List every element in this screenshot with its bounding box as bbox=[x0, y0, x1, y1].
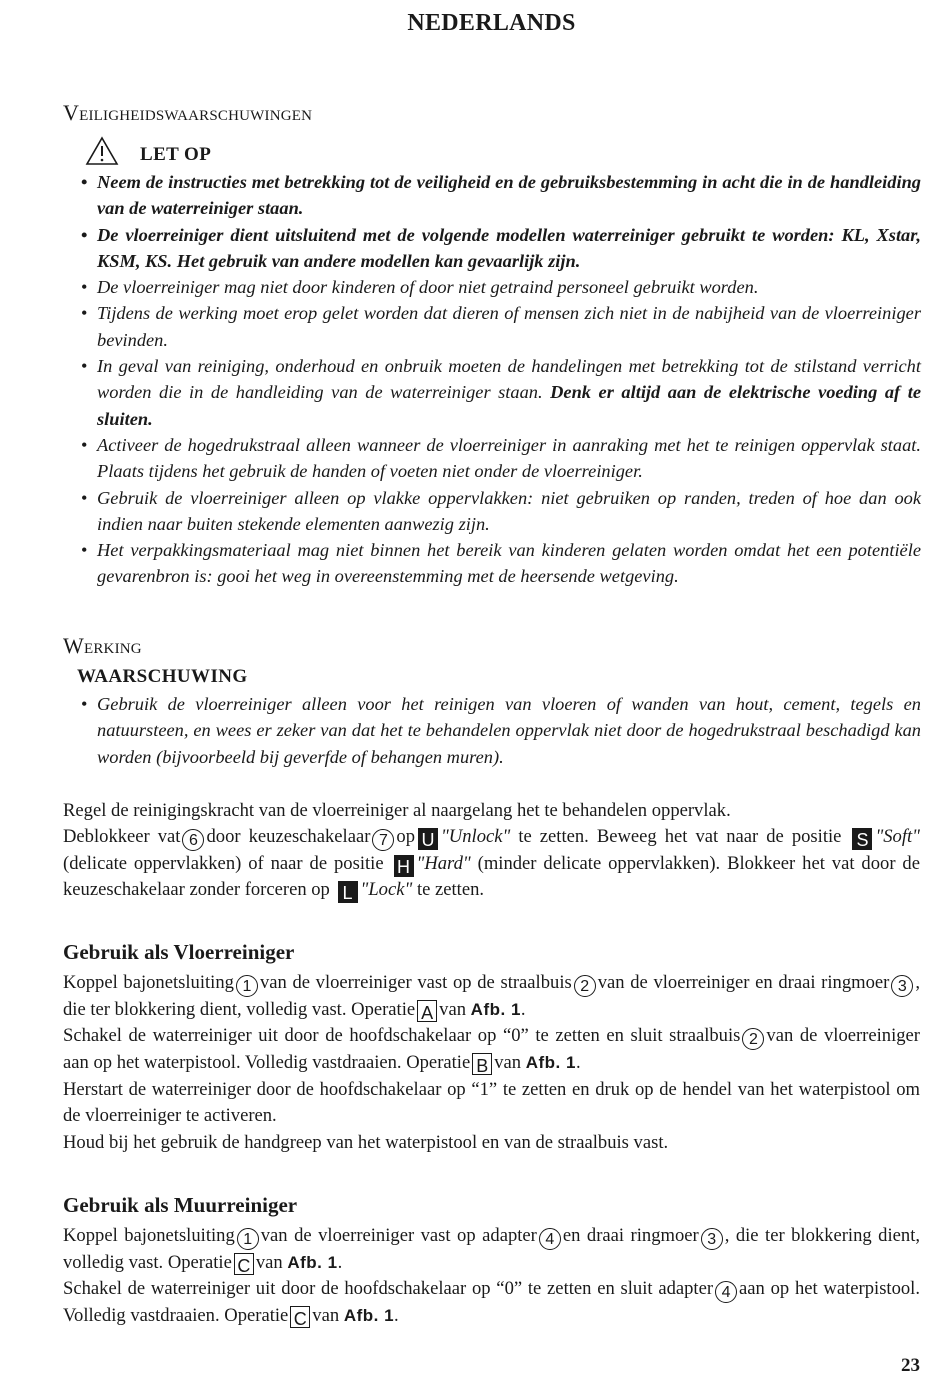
number-2-symbol: 2 bbox=[574, 975, 596, 997]
number-3-symbol: 3 bbox=[701, 1228, 723, 1250]
number-4-symbol: 4 bbox=[539, 1228, 561, 1250]
wall-paragraph: Koppel bajonetsluiting 1 van de vloerreiniger vast op adapter 4 en draai ringmoer 3 , die ter blokkering dient, volledig vast. Operatie C van Afb. 1. Schakel de waterreiniger uit door de hoofdschakelaar op “0” te zetten en sluit adapter 4 aan op het waterpistool. Volledig vastdraaien. Operatie C van Afb. 1. bbox=[63, 1225, 921, 1330]
number-6-symbol: 6 bbox=[182, 829, 204, 851]
list-item: • Neem de instructies met betrekking tot de veiligheid en de gebruiksbestemming in acht die in de handleiding van de waterreiniger staan. bbox=[81, 169, 921, 222]
operation-paragraph-2: Deblokkeer vat 6 door keuzeschakelaar 7 op U "Unlock" te zetten. Beweeg het vat naar de positie S "Soft" (delicate oppervlakken) of naar de positie H "Hard" (minder delicate oppervlakken). Blokkeer het vat door de keuzeschakelaar zonder forceren op L "Lock" te zetten. bbox=[63, 826, 920, 904]
soft-symbol: S bbox=[852, 828, 872, 850]
number-4-symbol: 4 bbox=[715, 1281, 737, 1303]
list-item-text: In geval van reiniging, onderhoud en onbruik moeten de handelingen met betrekking tot de stilstand verricht worden die in de handleiding van de waterreiniger staan. bbox=[97, 356, 921, 403]
number-1-symbol: 1 bbox=[236, 975, 258, 997]
operation-paragraph-1: Regel de reinigingskracht van de vloerreiniger al naargelang het te behandelen oppervlak. bbox=[63, 800, 731, 821]
number-3-symbol: 3 bbox=[891, 975, 913, 997]
list-item: • Gebruik de vloerreiniger alleen op vlakke oppervlakken: niet gebruiken op randen, treden of hoe dan ook indien naar buiten stekende elementen aanwezig zijn. bbox=[81, 485, 921, 538]
figure-ref: Afb. 1 bbox=[287, 1253, 338, 1272]
safety-list bbox=[81, 169, 921, 590]
unlock-symbol: U bbox=[418, 828, 438, 850]
number-7-symbol: 7 bbox=[372, 829, 394, 851]
caution-label: LET OP bbox=[140, 144, 212, 165]
operation-b-symbol: B bbox=[472, 1053, 492, 1075]
warning-triangle-icon bbox=[85, 136, 119, 166]
list-item: • Gebruik de vloerreiniger alleen voor het reinigen van vloeren of wanden van hout, cement, tegels en natuursteen, en wees er zeker van dat het te behandelen oppervlak niet door de hogedrukstraal beschadigd kan worden (bijvoorbeeld bij geverfde of behangen muren). bbox=[81, 691, 921, 770]
language-header: NEDERLANDS bbox=[407, 10, 576, 36]
number-1-symbol: 1 bbox=[237, 1228, 259, 1250]
operation-c-symbol: C bbox=[234, 1253, 254, 1275]
number-2-symbol: 2 bbox=[742, 1028, 764, 1050]
figure-ref: Afb. 1 bbox=[470, 1000, 521, 1019]
list-item: • De vloerreiniger mag niet door kinderen of door niet getraind personeel gebruikt worden. bbox=[81, 274, 921, 300]
operation-c-symbol: C bbox=[290, 1306, 310, 1328]
floor-section-title: Gebruik als Vloerreiniger bbox=[63, 940, 295, 964]
hard-symbol: H bbox=[394, 855, 414, 877]
list-item: • Tijdens de werking moet erop gelet worden dat dieren of mensen zich niet in de nabijheid van de vloerreiniger bevinden. bbox=[81, 300, 921, 353]
operation-warning-list bbox=[81, 691, 921, 770]
floor-paragraph: Koppel bajonetsluiting 1 van de vloerreiniger vast op de straalbuis 2 van de vloerreiniger en draai ringmoer 3 , die ter blokkering dient, volledig vast. Operatie A van Afb. 1. Schakel de waterreiniger uit door de hoofdschakelaar op “0” te zetten en sluit straalbuis 2 van de vloerreiniger aan op het waterpistool. Volledig vastdraaien. Operatie B van Afb. 1. Herstart de waterreiniger door de hoofdschakelaar op “1” te zetten en druk op de hendel van het waterpistool om de vloerreiniger te activeren. Houd bij het gebruik de handgreep van het waterpistool en van de straalbuis vast. bbox=[63, 972, 920, 1153]
list-item: • Activeer de hogedrukstraal alleen wanneer de vloerreiniger in aanraking met het te reinigen oppervlak staat. Plaats tijdens het gebruik de handen of voeten niet onder de vloerreiniger. bbox=[81, 432, 921, 485]
page-number: 23 bbox=[901, 1355, 920, 1376]
operation-title: Werking bbox=[63, 633, 142, 658]
operation-a-symbol: A bbox=[417, 1000, 437, 1022]
figure-ref: Afb. 1 bbox=[525, 1053, 576, 1073]
list-item: • De vloerreiniger dient uitsluitend met de volgende modellen waterreiniger gebruikt te worden: KL, Xstar, KSM, KS. Het gebruik van andere modellen kan gevaarlijk zijn. bbox=[81, 222, 921, 275]
figure-ref: Afb. 1 bbox=[343, 1306, 395, 1326]
list-item: • Het verpakkingsmateriaal mag niet binnen het bereik van kinderen gelaten worden omdat het een potentiële gevarenbron is: gooi het weg in overeenstemming met de heersende wetgeving. bbox=[81, 537, 921, 590]
list-item-emphasis: Denk er altijd aan de elektrische voeding af te sluiten. bbox=[97, 382, 921, 429]
lock-symbol: L bbox=[338, 881, 358, 903]
wall-section-title: Gebruik als Muurreiniger bbox=[63, 1193, 298, 1217]
safety-title: Veiligheidswaarschuwingen bbox=[63, 100, 313, 125]
warning-label: WAARSCHUWING bbox=[77, 666, 248, 687]
list-item bbox=[81, 353, 921, 432]
